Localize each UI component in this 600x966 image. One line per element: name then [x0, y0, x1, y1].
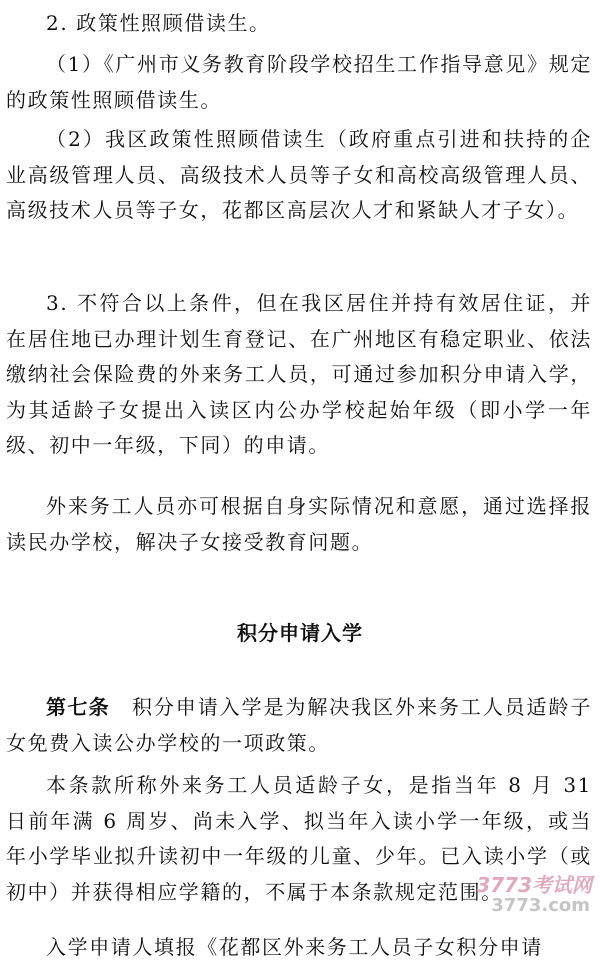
watermark-brand: 3773考试网: [476, 873, 592, 897]
paragraph-policy-item-2-1: （1）《广州市义务教育阶段学校招生工作指导意见》规定的政策性照顾借读生。: [6, 52, 592, 112]
article-text: 积分申请入学是为解决我区外来务工人员适龄子女免费入读公办学校的一项政策。: [6, 695, 592, 755]
paragraph-policy-item-2: 2. 政策性照顾借读生。: [46, 11, 271, 35]
paragraph-policy-item-2-2: （2）我区政策性照顾借读生（政府重点引进和扶持的企业高级管理人员、高级技术人员等子女和高校高级管理人员、高级技术人员等子女，花都区高层次人才和紧缺人才子女）。: [6, 127, 592, 222]
paragraph-definition: 本条款所称外来务工人员适龄子女，是指当年 8 月 31 日前年满 6 周岁、尚未入学、拟当年入读小学一年级，或当年小学毕业拟升读初中一年级的儿童、少年。已入读小学（或初中）并获得相应学籍的，不属于本条款规定范围。: [6, 773, 592, 904]
paragraph-private-school-option: 外来务工人员亦可根据自身实际情况和意愿，通过选择报读民办学校，解决子女接受教育问题。: [6, 494, 592, 554]
article-label: 第七条: [46, 695, 110, 719]
article-seven-paragraph: [6, 690, 592, 761]
section-heading: 积分申请入学: [237, 621, 363, 645]
watermark-sub: 3773.com: [491, 895, 590, 916]
paragraph-application-form: 入学申请人填报《花都区外来务工人员子女积分申请: [46, 935, 543, 959]
paragraph-policy-item-3: 3. 不符合以上条件，但在我区居住并持有效居住证，并在居住地已办理计划生育登记、在广州地区有稳定职业、依法缴纳社会保险费的外来务工人员，可通过参加积分申请入学，为其适龄子女提出入读区内公办学校起始年级（即小学一年级、初中一年级，下同）的申请。: [6, 291, 592, 457]
